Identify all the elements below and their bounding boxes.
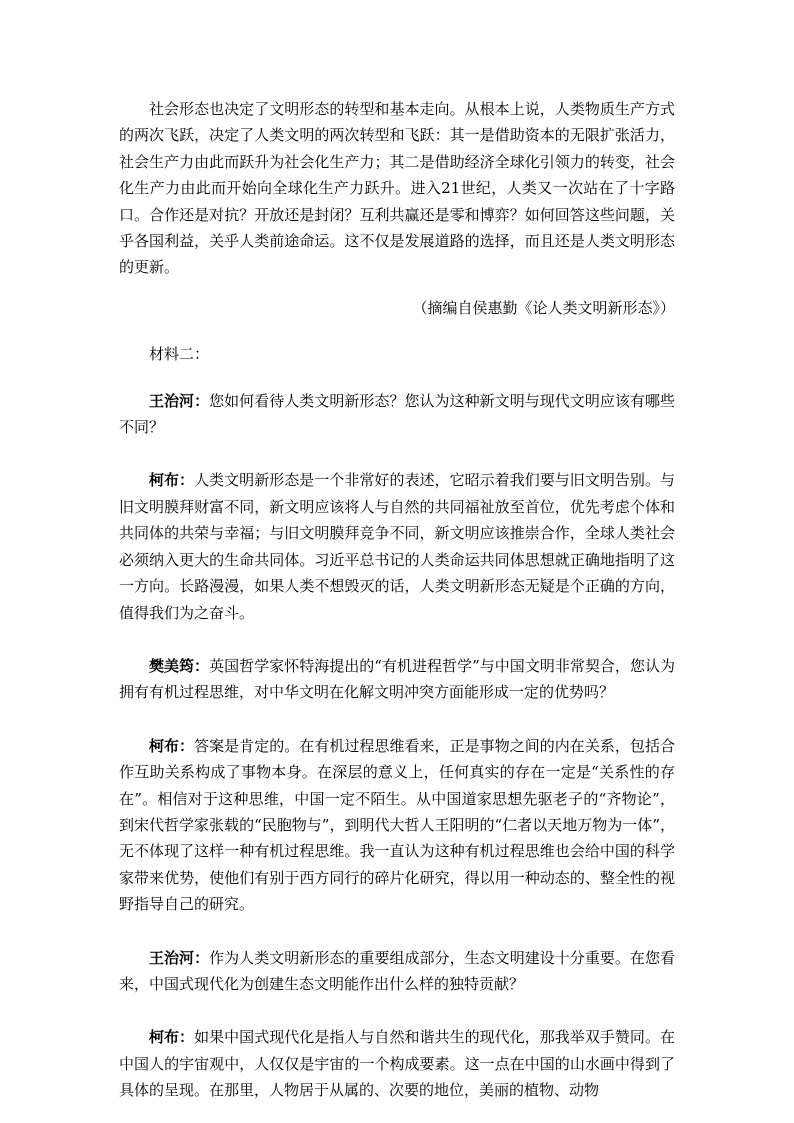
dialogue-text: 答案是肯定的。在有机过程思维看来，正是事物之间的内在关系，包括合作互助关系构成了事物本身。在深层的意义上，任何真实的存在一定是“关系性的存在”。相信对于这种思维，中国一定不陌生。从中国道家思想先驱老子的“齐物论”，到宋代哲学家张载的“民胞物与”，到明代大哲人王阳明的“仁者以天地万物为一体”，无不体现了这样一种有机过程思维。我一直认为这种有机过程思维也会给中国的科学家带来优势，使他们有别于西方同行的碎片化研究，得以用一种动态的、整全性的视野指导自己的研究。 — [119, 736, 675, 914]
dialogue-paragraph — [119, 467, 675, 625]
dialogue-paragraph — [119, 733, 675, 918]
speaker-name: 柯布： — [149, 1028, 195, 1047]
dialogue-paragraph — [119, 945, 675, 998]
dialogue-text: 如果中国式现代化是指人与自然和谐共生的现代化，那我举双手赞同。在中国人的宇宙观中，人仅仅是宇宙的一个构成要素。这一点在中国的山水画中得到了具体的呈现。在那里，人物居于从属的、次要的地位，美丽的植物、动物 — [119, 1028, 675, 1100]
dialogue-paragraph — [119, 1024, 675, 1103]
dialogue-text: 英国哲学家怀特海提出的“有机进程哲学”与中国文明非常契合，您认为拥有有机过程思维，对中华文明在化解文明冲突方面能形成一定的优势吗？ — [119, 656, 675, 702]
dialogue-text: 您如何看待人类文明新形态？您认为这种新文明与现代文明应该有哪些不同？ — [119, 391, 675, 437]
intro-paragraph: 社会形态也决定了文明形态的转型和基本走向。从根本上说，人类物质生产方式的两次飞跃，决定了人类文明的两次转型和飞跃：其一是借助资本的无限扩张活力，社会生产力由此而跃升为社会化生产力；其二是借助经济全球化引领力的转变，社会化生产力由此而开始向全球化生产力跃升。进入21世纪，人类又一次站在了十字路口。合作还是对抗？开放还是封闭？互利共赢还是零和博弈？如何回答这些问题，关乎各国利益，关乎人类前途命运。这不仅是发展道路的选择，而且还是人类文明形态的更新。 — [119, 100, 675, 277]
document-body — [119, 96, 675, 1104]
speaker-name: 王治河： — [149, 948, 210, 967]
dialogue-text: 人类文明新形态是一个非常好的表述，它昭示着我们要与旧文明告别。与旧文明膜拜财富不同，新文明应该将人与自然的共同福祉放至首位，优先考虑个体和共同体的共荣与幸福；与旧文明膜拜竞争不同，新文明应该推崇合作，全球人类社会必须纳入更大的生命共同体。习近平总书记的人类命运共同体思想就正确地指明了这一方向。长路漫漫，如果人类不想毁灭的话，人类文明新形态无疑是个正确的方向，值得我们为之奋斗。 — [119, 471, 675, 622]
speaker-name: 樊美筠： — [149, 656, 210, 675]
speaker-name: 柯布： — [149, 471, 195, 490]
dialogue-text: 作为人类文明新形态的重要组成部分，生态文明建设十分重要。在您看来，中国式现代化为创建生态文明能作出什么样的独特贡献？ — [119, 948, 675, 993]
dialogue-paragraph — [119, 653, 675, 706]
dialogue-paragraph — [119, 388, 675, 441]
speaker-name: 柯布： — [149, 736, 195, 755]
material-two-label: 材料二： — [149, 345, 210, 364]
speaker-name: 王治河： — [149, 391, 210, 410]
source-citation: （摘编自侯惠勤《论人类文明新形态》） — [412, 298, 675, 317]
